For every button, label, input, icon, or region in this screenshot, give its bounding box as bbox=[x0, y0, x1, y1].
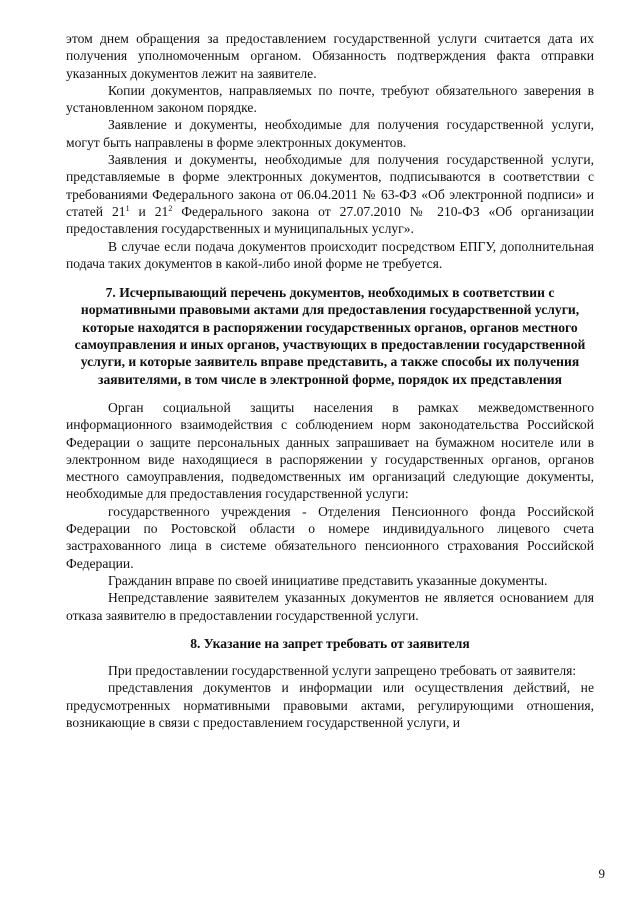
paragraph-submission-date: этом днем обращения за предоставлением государственной услуги считается дата их получения уполномоченным органом. Обязанность подтверждения факта отправки указанных документов лежит на заявителе. bbox=[66, 31, 594, 81]
superscript-2: 2 bbox=[168, 203, 173, 213]
paragraph-pension-fund: государственного учреждения - Отделения Пенсионного фонда Российской Федерации по Ростовской области о номере индивидуального лицевого счета застрахованного лица в системе обязательного пенсионного страхования Российской Федерации. bbox=[66, 503, 594, 571]
electronic-text-part2: и 21 bbox=[129, 203, 169, 219]
paragraph-mail-copies: Копии документов, направляемых по почте, требуют обязательного заверения в установленном законом порядке. bbox=[66, 82, 594, 116]
electronic-text-part3: Федерального закона от 27.07.2010 № 210-ФЗ «Об организации предоставления государственных и муниципальных услуг». bbox=[66, 203, 594, 237]
paragraph-electronic-submission: Заявление и документы, необходимые для получения государственной услуги, могут быть направлены в форме электронных документов. bbox=[66, 117, 594, 150]
section-7-heading: 7. Исчерпывающий перечень документов, необходимых в соответствии с нормативными правовыми актами для предоставления государственной услуги, которые находятся в распоряжении государственных органов, органов местного самоуправления и иных органов, участвующих в предоставлении государственной услуги, и которые заявитель вправе представить, а также способы их получения заявителями, в том числе в электронной форме, порядок их представления bbox=[74, 285, 586, 387]
paragraph-prohibition: При предоставлении государственной услуги запрещено требовать от заявителя: bbox=[108, 663, 577, 679]
paragraph-citizen-right: Гражданин вправе по своей инициативе представить указанные документы. bbox=[108, 572, 548, 588]
document-page bbox=[66, 30, 594, 731]
page-number: 9 bbox=[598, 866, 605, 881]
electronic-text-part1: Заявления и документы, необходимые для получения государственной услуги, представляемые в форме электронных документов, подписываются в соответствии с требованиями Федерального закона от 06.04.2011 № 63-ФЗ «Об электронной подписи» и статей 21 bbox=[66, 152, 594, 219]
paragraph-interagency-request: Орган социальной защиты населения в рамках межведомственного информационного взаимодействия с соблюдением норм законодательства Российской Федерации о защите персональных данных запрашивает на бумажном носителе или в электронном виде находящиеся в распоряжении у государственных органов, органов местного самоуправления, подведомственных им организаций следующие документы, необходимые для предоставления государственной услуги: bbox=[66, 399, 594, 502]
paragraph-electronic-signature bbox=[66, 151, 594, 237]
paragraph-prohibited-requirements: представления документов и информации или осуществления действий, не предусмотренных нормативными правовыми актами, регулирующими отношения, возникающие в связи с предоставлением государственной услуги, и bbox=[66, 680, 594, 730]
superscript-1: 1 bbox=[125, 203, 130, 213]
paragraph-non-submission: Непредставление заявителем указанных документов не является основанием для отказа заявителю в предоставлении государственной услуги. bbox=[66, 590, 594, 623]
paragraph-epgu: В случае если подача документов происходит посредством ЕПГУ, дополнительная подача таких документов в какой-либо иной форме не требуется. bbox=[66, 238, 594, 271]
section-8-heading: 8. Указание на запрет требовать от заявителя bbox=[190, 635, 470, 651]
